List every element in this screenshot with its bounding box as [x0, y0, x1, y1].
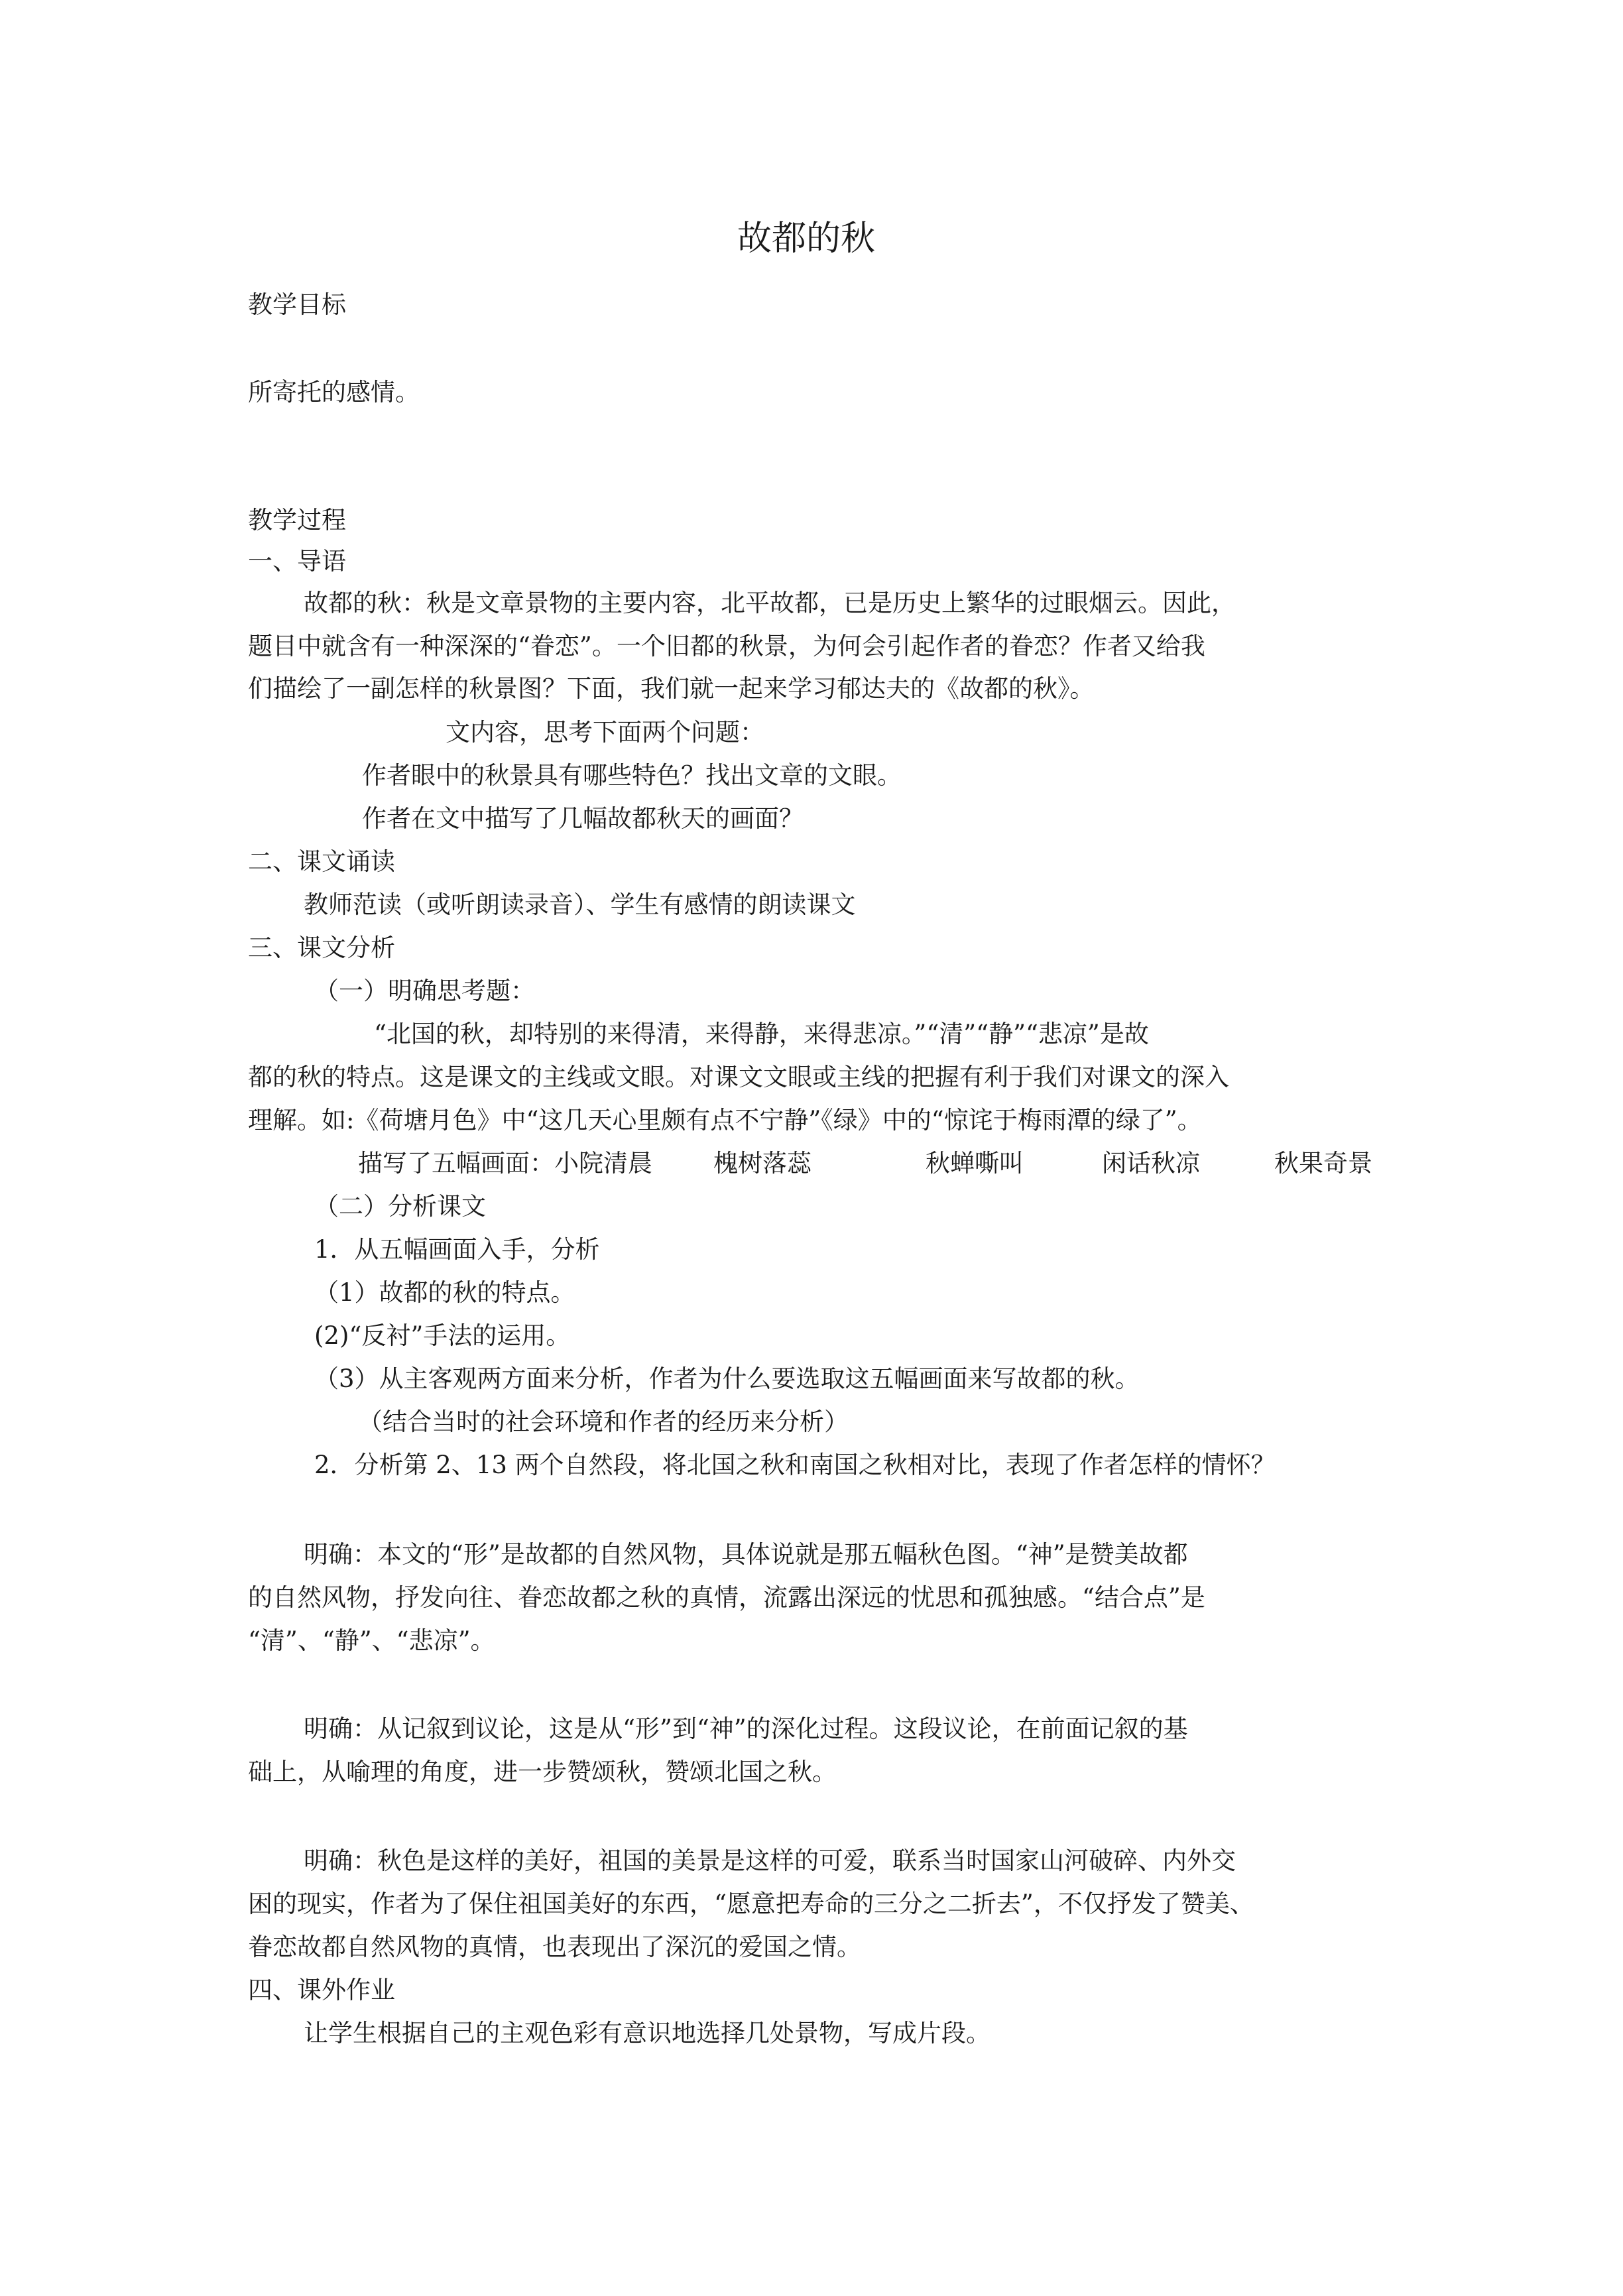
heading-goals: 教学目标 [248, 290, 346, 319]
analysis-subitem: （3）从主客观两方面来分析，作者为什么要选取这五幅画面来写故都的秋。 [314, 1364, 1140, 1393]
goals-text: 所寄托的感情。 [248, 378, 420, 406]
section-heading-analysis: 三、课文分析 [248, 934, 395, 962]
subheading-questions: （一）明确思考题： [314, 977, 535, 1005]
subheading-analysis: （二）分析课文 [314, 1192, 486, 1221]
analysis-subitem: (2)“反衬”手法的运用。 [314, 1321, 571, 1350]
scene-label: 闲话秋凉 [1102, 1149, 1200, 1178]
answer-line: 明确：本文的“形”是故都的自然风物，具体说就是那五幅秋色图。“神”是赞美故都 [304, 1540, 1188, 1569]
paragraph-line: 们描绘了一副怎样的秋景图？下面，我们就一起来学习郁达夫的《故都的秋》。 [248, 674, 1095, 703]
answer-line: 础上，从喻理的角度，进一步赞颂秋，赞颂北国之秋。 [248, 1758, 837, 1786]
answer-line: “清”、“静”、“悲凉”。 [248, 1626, 495, 1655]
analysis-note: （结合当时的社会环境和作者的经历来分析） [358, 1408, 849, 1436]
section-heading-reading: 二、课文诵读 [248, 847, 395, 876]
quote-line: 都的秋的特点。这是课文的主线或文眼。对课文文眼或主线的把握有利于我们对课文的深入 [248, 1063, 1229, 1091]
paragraph-line: 故都的秋：秋是文章景物的主要内容，北平故都，已是历史上繁华的过眼烟云。因此， [304, 589, 1236, 617]
quote-line: 理解。如:《荷塘月色》中“这几天心里颇有点不宁静”《绿》中的“惊诧于梅雨潭的绿了”。 [248, 1106, 1202, 1134]
section-heading-homework: 四、课外作业 [248, 1976, 395, 2004]
question-item: 作者眼中的秋景具有哪些特色？找出文章的文眼。 [362, 761, 902, 790]
answer-line: 的自然风物，抒发向往、眷恋故都之秋的真情，流露出深远的忧思和孤独感。“结合点”是 [248, 1583, 1205, 1612]
heading-process: 教学过程 [248, 506, 346, 534]
analysis-item: 2．分析第 2、13 两个自然段，将北国之秋和南国之秋相对比，表现了作者怎样的情怀？ [314, 1451, 1276, 1479]
scene-label: 槐树落蕊 [713, 1149, 812, 1178]
homework-line: 让学生根据自己的主观色彩有意识地选择几处景物，写成片段。 [304, 2019, 991, 2047]
scene-label: 秋果奇景 [1274, 1149, 1372, 1178]
paragraph-line: 题目中就含有一种深深的“眷恋”。一个旧都的秋景，为何会引起作者的眷恋？作者又给我 [248, 632, 1205, 660]
section-heading-intro: 一、导语 [248, 547, 346, 575]
reading-prompt: 文内容，思考下面两个问题： [446, 718, 764, 747]
answer-line: 明确：秋色是这样的美好，祖国的美景是这样的可爱，联系当时国家山河破碎、内外交 [304, 1846, 1236, 1875]
answer-line: 明确：从记叙到议论，这是从“形”到“神”的深化过程。这段议论，在前面记叙的基 [304, 1715, 1188, 1743]
answer-line: 眷恋故都自然风物的真情，也表现出了深沉的爱国之情。 [248, 1933, 861, 1961]
scenes-intro: 描写了五幅画面：小院清晨 [358, 1149, 652, 1178]
analysis-subitem: （1）故都的秋的特点。 [314, 1278, 575, 1307]
quote-line: “北国的秋，却特别的来得清，来得静，来得悲凉。”“清”“静”“悲凉”是故 [374, 1020, 1149, 1048]
scene-label: 秋蝉嘶叫 [926, 1149, 1024, 1178]
question-item: 作者在文中描写了几幅故都秋天的画面？ [362, 804, 804, 833]
analysis-item: 1．从五幅画面入手，分析 [314, 1235, 600, 1264]
document-title: 故都的秋 [737, 219, 876, 259]
answer-line: 困的现实，作者为了保住祖国美好的东西，“愿意把寿命的三分之二折去”，不仅抒发了赞美、 [248, 1890, 1254, 1918]
reading-line: 教师范读（或听朗读录音）、学生有感情的朗读课文 [304, 890, 856, 919]
